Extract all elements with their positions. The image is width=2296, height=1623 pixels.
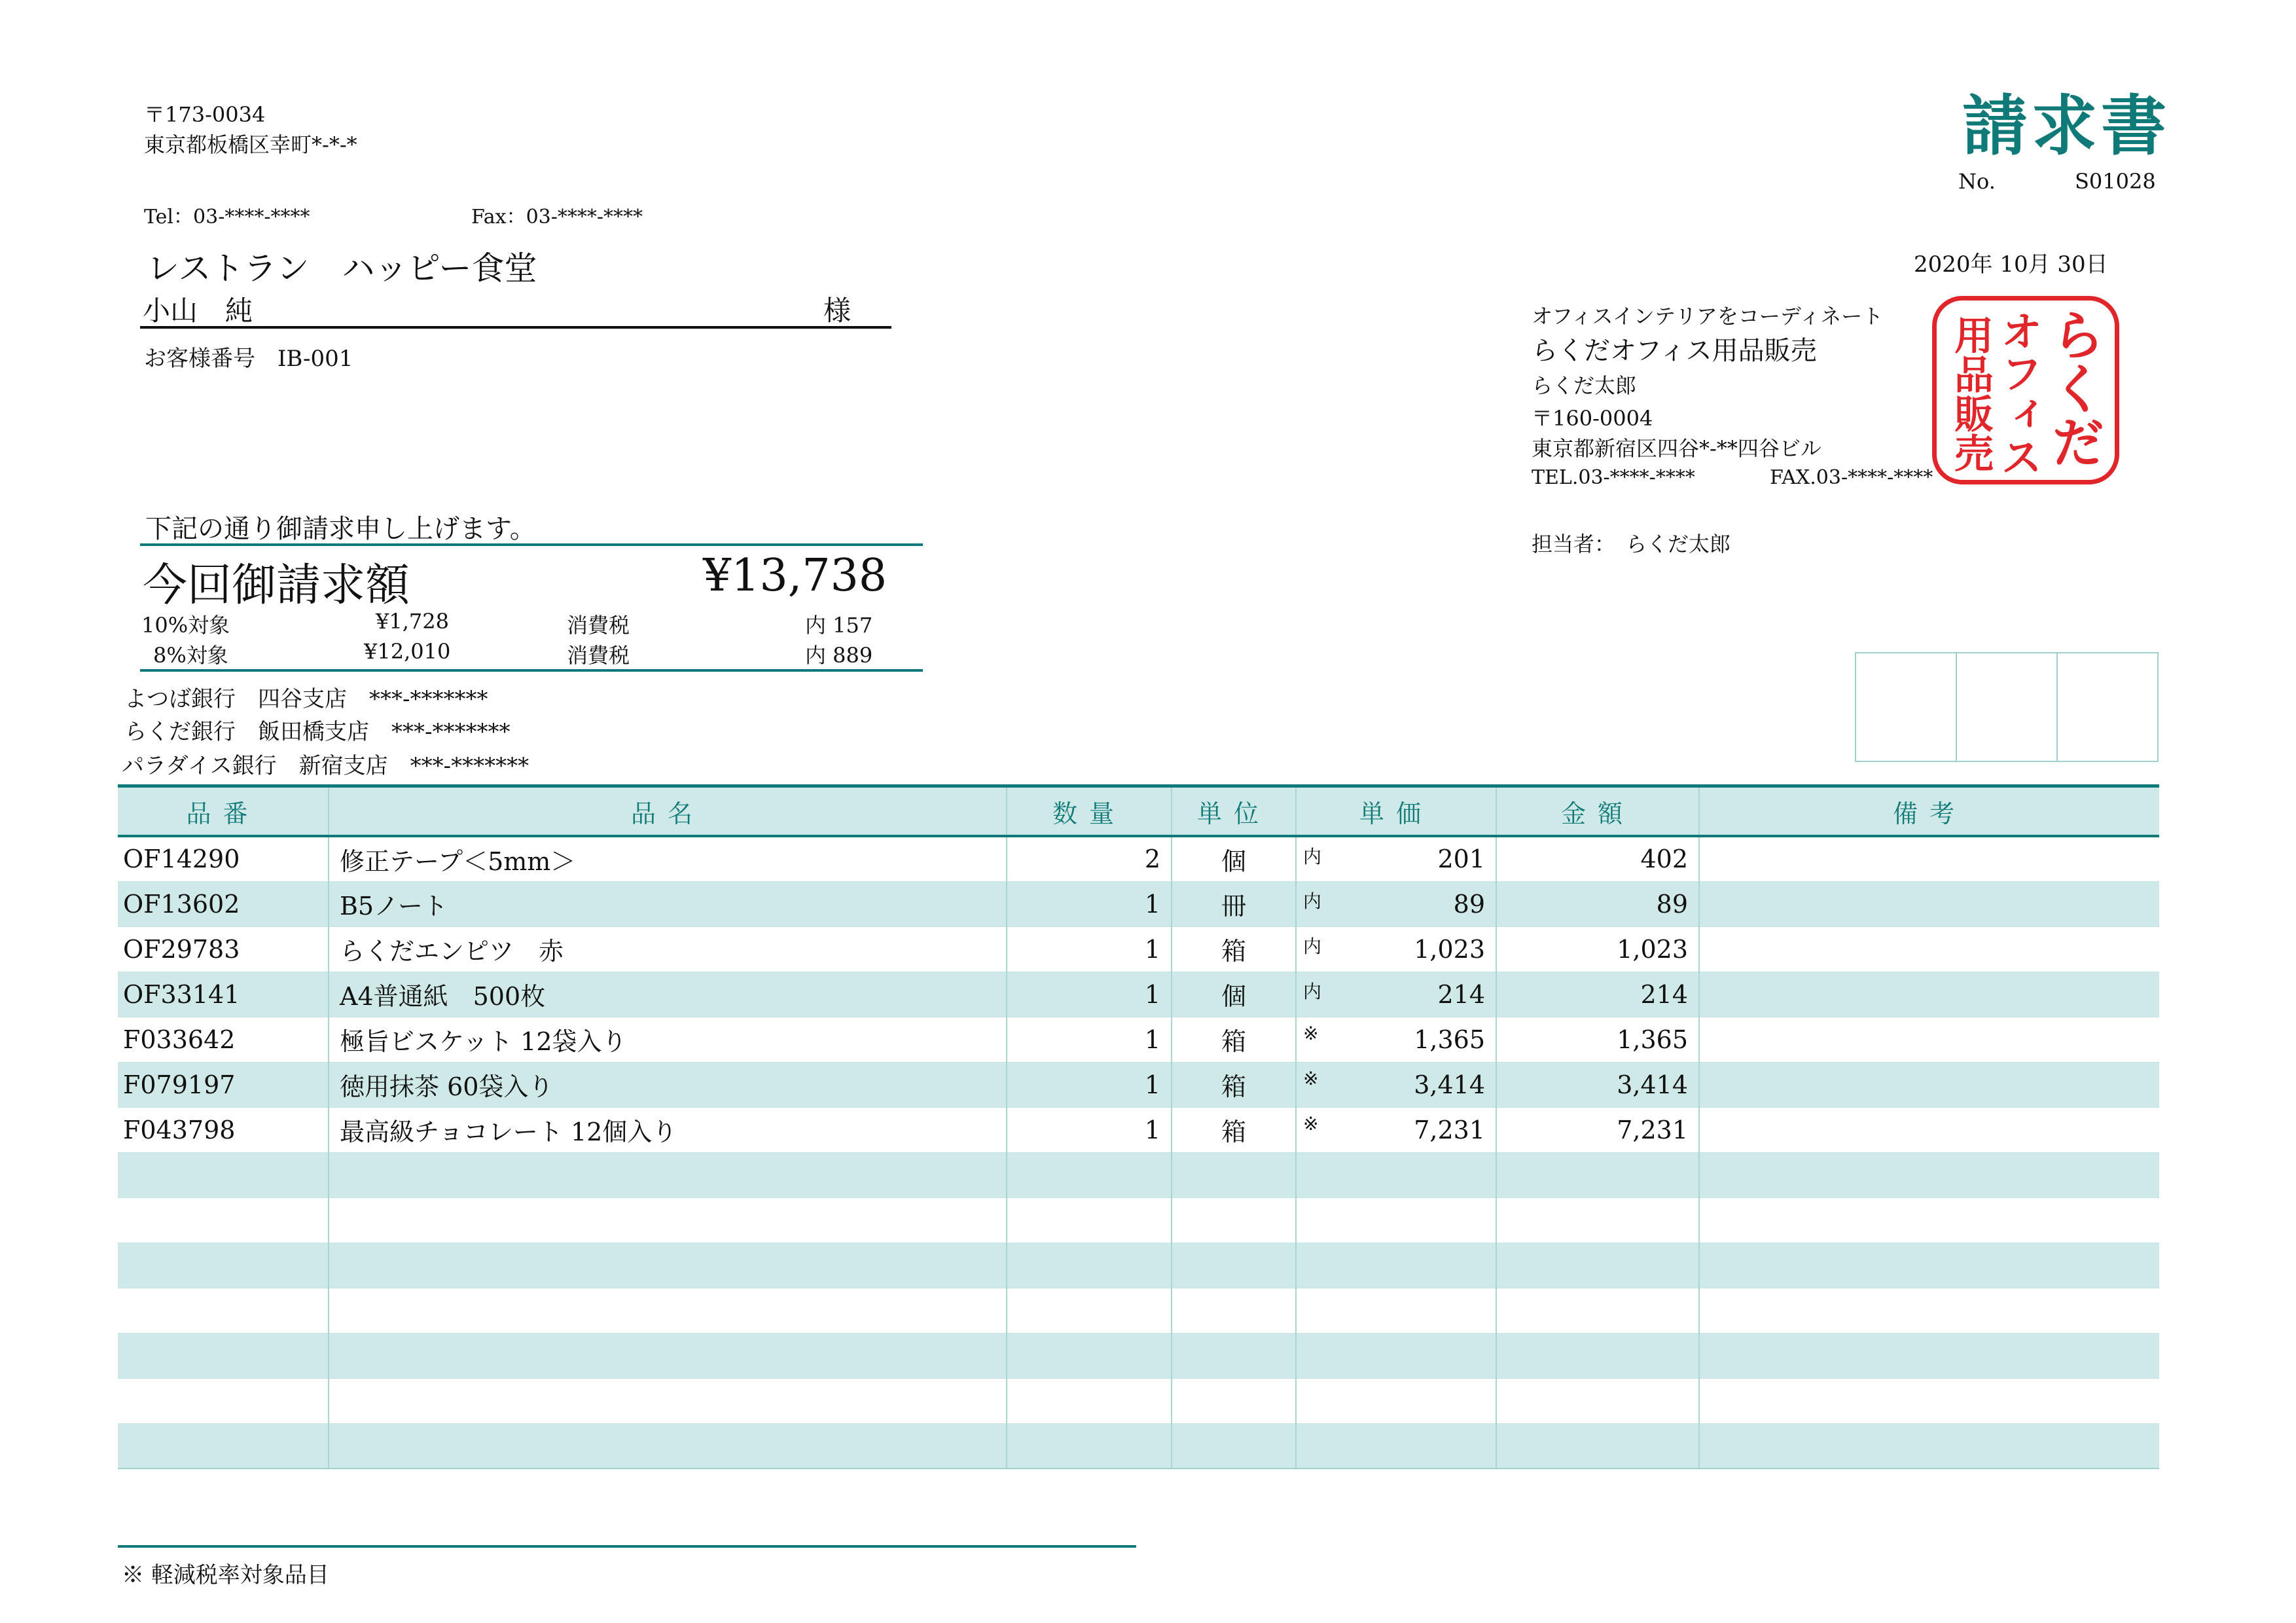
bank-line-1: よつば銀行 四谷支店 ***-*******	[124, 686, 488, 712]
tax-10-tax-label: 消費税	[567, 613, 630, 638]
cell-quantity: 1	[1007, 972, 1172, 1017]
cell-remarks	[1699, 836, 2159, 881]
issuer-person: らくだ太郎	[1532, 373, 1637, 398]
header-amount: 金額	[1496, 786, 1699, 837]
cell-unit: 個	[1172, 972, 1296, 1017]
cell-quantity	[1007, 1197, 1172, 1243]
issuer-fax: FAX.03-****-****	[1770, 466, 1933, 489]
cell-unit	[1172, 1152, 1296, 1197]
cell-name	[329, 1288, 1007, 1333]
table-row	[118, 1107, 2159, 1152]
reduced-tax-footnote: ※ 軽減税率対象品目	[122, 1562, 329, 1588]
cell-name: B5ノート	[329, 881, 1007, 926]
cell-unit-price	[1296, 1378, 1496, 1423]
header-unit: 単位	[1172, 786, 1296, 837]
cell-unit-price	[1296, 972, 1496, 1017]
cell-unit-price	[1296, 1197, 1496, 1243]
cell-quantity	[1007, 1423, 1172, 1468]
customer-underline	[140, 326, 891, 329]
stamp-text-1: 用品販売	[1948, 315, 1994, 472]
unit-price-value: 1,365	[1414, 1025, 1485, 1054]
cell-code	[118, 1243, 329, 1288]
cell-remarks	[1699, 1288, 2159, 1333]
cell-remarks	[1699, 1243, 2159, 1288]
tax-8-tax-label: 消費税	[567, 643, 630, 668]
cell-unit-price	[1296, 1333, 1496, 1378]
stamp-text-3: らくだ	[2043, 307, 2105, 468]
table-row	[118, 1333, 2159, 1378]
issuer-postal-code: 〒160-0004	[1532, 406, 1653, 431]
cell-remarks	[1699, 1423, 2159, 1468]
table-row	[118, 836, 2159, 881]
cell-name: らくだエンピツ 赤	[329, 926, 1007, 972]
cell-name: A4普通紙 500枚	[329, 972, 1007, 1017]
cell-unit	[1172, 1243, 1296, 1288]
table-row	[118, 1197, 2159, 1243]
cell-code: OF33141	[118, 972, 329, 1017]
intro-text: 下記の通り御請求申し上げます。	[145, 514, 536, 544]
cell-unit-price	[1296, 1152, 1496, 1197]
approval-box-3	[2056, 652, 2159, 762]
unit-price-value: 7,231	[1414, 1115, 1485, 1144]
sender-fax: Fax：03-****-****	[471, 206, 643, 228]
tax-8-tax: 内 889	[805, 643, 873, 668]
cell-remarks	[1699, 1197, 2159, 1243]
cell-unit-price	[1296, 836, 1496, 881]
tax-mark: ※	[1303, 1112, 1319, 1135]
header-quantity: 数量	[1007, 786, 1172, 837]
table-row	[118, 1423, 2159, 1468]
tax-10-amount: ¥1,728	[376, 609, 449, 634]
cell-name: 修正テープ＜5mm＞	[329, 836, 1007, 881]
document-title: 請求書	[1962, 88, 2170, 164]
cell-unit-price	[1296, 926, 1496, 972]
company-seal-stamp	[1932, 296, 2119, 484]
cell-name: 極旨ビスケット 12袋入り	[329, 1017, 1007, 1062]
cell-quantity	[1007, 1288, 1172, 1333]
sender-postal-code: 〒173-0034	[144, 102, 266, 127]
cell-unit	[1172, 1288, 1296, 1333]
unit-price-value: 201	[1437, 845, 1485, 874]
cell-amount: 214	[1496, 972, 1699, 1017]
approval-box-2	[1956, 652, 2058, 762]
customer-company: レストラン ハッピー食堂	[147, 249, 537, 287]
header-unit-price: 単価	[1296, 786, 1496, 837]
tax-10-tax: 内 157	[805, 613, 873, 638]
cell-quantity: 1	[1007, 881, 1172, 926]
cell-name: 最高級チョコレート 12個入り	[329, 1107, 1007, 1152]
issuer-company: らくだオフィス用品販売	[1532, 336, 1817, 366]
header-name: 品名	[329, 786, 1007, 837]
cell-amount: 3,414	[1496, 1062, 1699, 1107]
cell-name: 徳用抹茶 60袋入り	[329, 1062, 1007, 1107]
customer-number: お客様番号 IB-001	[144, 346, 353, 372]
cell-name	[329, 1333, 1007, 1378]
table-row	[118, 1152, 2159, 1197]
cell-code: F079197	[118, 1062, 329, 1107]
table-row	[118, 926, 2159, 972]
cell-unit-price	[1296, 1017, 1496, 1062]
tax-8-label: 8%対象	[153, 643, 228, 668]
cell-remarks	[1699, 1062, 2159, 1107]
cell-quantity: 1	[1007, 926, 1172, 972]
total-bottom-rule	[140, 669, 923, 672]
issue-date: 2020年 10月 30日	[1914, 251, 2108, 278]
table-row	[118, 1062, 2159, 1107]
bank-line-2: らくだ銀行 飯田橋支店 ***-*******	[124, 719, 511, 745]
cell-code	[118, 1288, 329, 1333]
tax-mark: 内	[1303, 890, 1322, 912]
document-number-label: No.	[1958, 169, 1996, 194]
issuer-staff: 担当者： らくだ太郎	[1532, 532, 1731, 556]
table-row	[118, 1017, 2159, 1062]
cell-unit: 箱	[1172, 1017, 1296, 1062]
table-row	[118, 1378, 2159, 1423]
sender-address: 東京都板橋区幸町*-*-*	[144, 132, 357, 157]
tax-8-amount: ¥12,010	[364, 639, 451, 664]
cell-unit-price	[1296, 1062, 1496, 1107]
cell-unit	[1172, 1333, 1296, 1378]
unit-price-value: 3,414	[1414, 1070, 1485, 1099]
cell-amount	[1496, 1333, 1699, 1378]
cell-quantity: 1	[1007, 1062, 1172, 1107]
cell-amount: 7,231	[1496, 1107, 1699, 1152]
cell-unit	[1172, 1197, 1296, 1243]
table-body	[118, 836, 2159, 1468]
cell-code: OF13602	[118, 881, 329, 926]
cell-name	[329, 1152, 1007, 1197]
cell-amount	[1496, 1152, 1699, 1197]
document-number: S01028	[2075, 169, 2156, 194]
cell-quantity	[1007, 1378, 1172, 1423]
cell-code	[118, 1152, 329, 1197]
table-header-row	[118, 786, 2159, 837]
table-row	[118, 1243, 2159, 1288]
cell-amount	[1496, 1197, 1699, 1243]
tax-mark: ※	[1303, 1022, 1319, 1044]
issuer-address: 東京都新宿区四谷*-**四谷ビル	[1532, 436, 1821, 461]
cell-amount: 89	[1496, 881, 1699, 926]
cell-unit: 箱	[1172, 926, 1296, 972]
cell-remarks	[1699, 1378, 2159, 1423]
cell-unit-price	[1296, 1107, 1496, 1152]
cell-code	[118, 1197, 329, 1243]
unit-price-value: 1,023	[1414, 934, 1485, 964]
cell-remarks	[1699, 972, 2159, 1017]
cell-code	[118, 1333, 329, 1378]
stamp-text-2: オフィス	[1994, 310, 2042, 477]
cell-unit: 箱	[1172, 1107, 1296, 1152]
cell-amount: 1,365	[1496, 1017, 1699, 1062]
customer-person: 小山 純	[143, 295, 253, 327]
cell-amount	[1496, 1378, 1699, 1423]
cell-quantity	[1007, 1333, 1172, 1378]
cell-unit-price	[1296, 1288, 1496, 1333]
cell-quantity: 1	[1007, 1017, 1172, 1062]
cell-name	[329, 1197, 1007, 1243]
cell-unit-price	[1296, 1243, 1496, 1288]
footer-rule	[118, 1545, 1136, 1548]
tax-10-label: 10%対象	[141, 613, 230, 638]
cell-name	[329, 1423, 1007, 1468]
tax-mark: ※	[1303, 1067, 1319, 1089]
cell-unit	[1172, 1378, 1296, 1423]
cell-code	[118, 1423, 329, 1468]
cell-unit-price	[1296, 1423, 1496, 1468]
tax-mark: 内	[1303, 935, 1322, 957]
cell-name	[329, 1378, 1007, 1423]
table-row	[118, 1288, 2159, 1333]
cell-code: OF29783	[118, 926, 329, 972]
unit-price-value: 89	[1453, 889, 1485, 919]
cell-unit: 個	[1172, 836, 1296, 881]
cell-amount	[1496, 1243, 1699, 1288]
sender-tel: Tel：03-****-****	[144, 206, 310, 228]
cell-unit: 冊	[1172, 881, 1296, 926]
cell-amount: 402	[1496, 836, 1699, 881]
tax-mark: 内	[1303, 846, 1322, 867]
total-amount: ¥13,738	[703, 550, 888, 602]
cell-code: F043798	[118, 1107, 329, 1152]
cell-code: F033642	[118, 1017, 329, 1062]
cell-unit	[1172, 1423, 1296, 1468]
cell-remarks	[1699, 1333, 2159, 1378]
approval-box-1	[1855, 652, 1957, 762]
cell-amount: 1,023	[1496, 926, 1699, 972]
issuer-tel: TEL.03-****-****	[1532, 466, 1695, 489]
header-code: 品番	[118, 786, 329, 837]
table-row	[118, 972, 2159, 1017]
issuer-tagline: オフィスインテリアをコーディネート	[1532, 304, 1884, 329]
total-label: 今回御請求額	[143, 560, 410, 611]
cell-remarks	[1699, 881, 2159, 926]
cell-remarks	[1699, 1017, 2159, 1062]
bank-line-3: パラダイス銀行 新宿支店 ***-*******	[122, 753, 529, 779]
cell-quantity: 2	[1007, 836, 1172, 881]
total-top-rule	[140, 543, 923, 546]
cell-name	[329, 1243, 1007, 1288]
cell-code: OF14290	[118, 836, 329, 881]
cell-amount	[1496, 1288, 1699, 1333]
tax-mark: 内	[1303, 980, 1322, 1002]
header-remarks: 備考	[1699, 786, 2159, 837]
cell-amount	[1496, 1423, 1699, 1468]
cell-quantity: 1	[1007, 1107, 1172, 1152]
items-table	[118, 784, 2159, 1469]
cell-unit-price	[1296, 881, 1496, 926]
cell-remarks	[1699, 926, 2159, 972]
table-row	[118, 881, 2159, 926]
cell-remarks	[1699, 1152, 2159, 1197]
unit-price-value: 214	[1437, 979, 1485, 1009]
cell-remarks	[1699, 1107, 2159, 1152]
cell-quantity	[1007, 1152, 1172, 1197]
cell-code	[118, 1378, 329, 1423]
customer-honorific: 様	[823, 295, 852, 327]
cell-quantity	[1007, 1243, 1172, 1288]
cell-unit: 箱	[1172, 1062, 1296, 1107]
